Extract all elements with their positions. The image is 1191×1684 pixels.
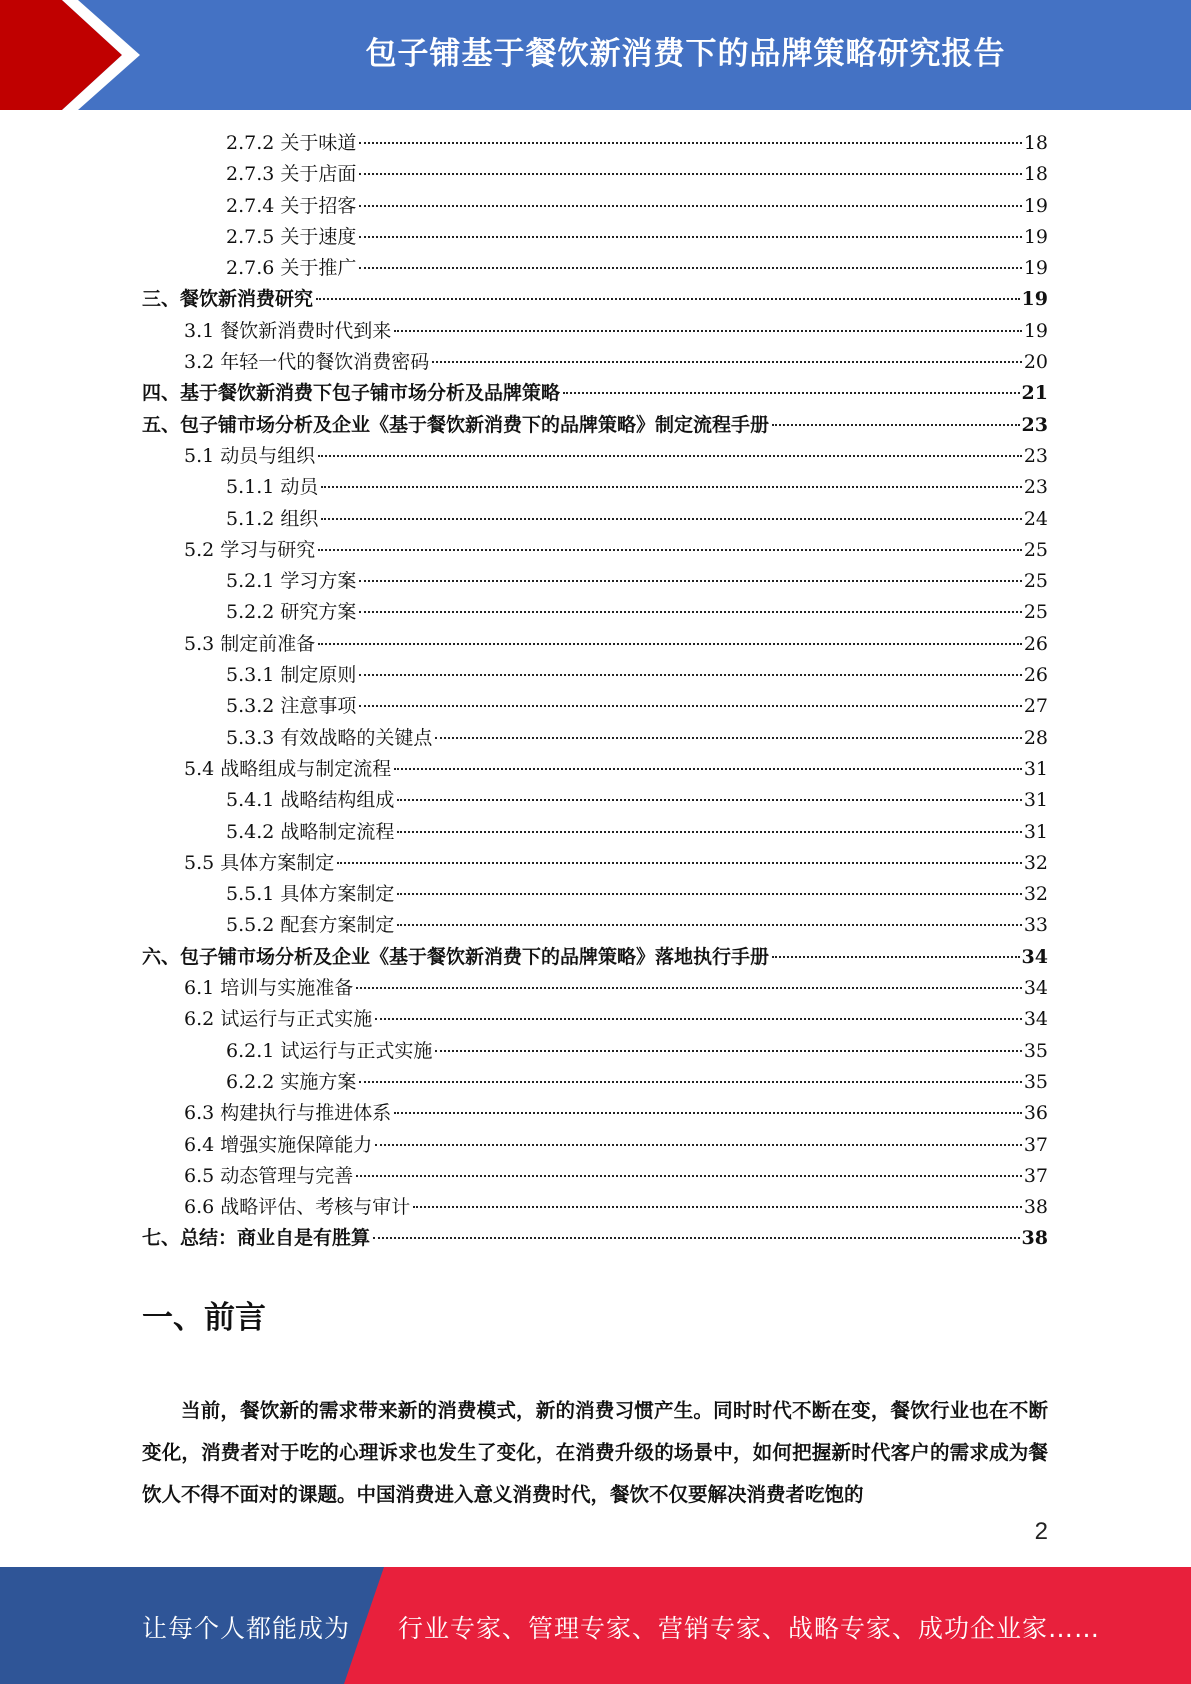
toc-entry-label: 3.1 餐饮新消费时代到来 [184,319,392,342]
toc-entry-page: 20 [1023,351,1048,374]
toc-entry-page: 23 [1021,413,1048,436]
toc-entry[interactable] [142,723,1048,754]
toc-entry-page: 18 [1023,132,1048,154]
toc-entry-label: 2.7.3 关于店面 [226,163,357,186]
toc-dot-leader [394,330,1022,332]
toc-dot-leader [359,142,1021,144]
toc-dot-leader [359,267,1021,269]
toc-entry-label: 三、餐饮新消费研究 [142,288,314,311]
toc-entry-label: 2.7.2 关于味道 [226,132,357,154]
toc-entry[interactable] [142,128,1048,159]
toc-entry-page: 19 [1023,225,1048,248]
toc-dot-leader [432,361,1022,363]
toc-dot-leader [375,1144,1022,1146]
toc-entry-label: 6.2.1 试运行与正式实施 [226,1039,433,1062]
toc-entry[interactable] [142,378,1048,409]
toc-entry-page: 19 [1021,288,1048,311]
toc-dot-leader [356,1175,1022,1177]
toc-dot-leader [318,549,1022,551]
toc-entry-label: 2.7.4 关于招客 [226,194,357,217]
toc-entry-page: 27 [1023,695,1048,718]
toc-entry-label: 6.2 试运行与正式实施 [184,1008,373,1031]
toc-dot-leader [772,956,1020,958]
toc-entry-label: 6.1 培训与实施准备 [184,977,354,1000]
toc-entry-label: 6.3 构建执行与推进体系 [184,1102,392,1125]
toc-entry-label: 5.4.2 战略制定流程 [226,820,395,843]
toc-entry-label: 5.5 具体方案制定 [184,851,335,874]
toc-entry[interactable] [142,441,1048,472]
toc-dot-leader [359,705,1021,707]
toc-entry[interactable] [142,1098,1048,1129]
toc-entry-label: 5.3.2 注意事项 [226,695,357,718]
toc-entry-label: 四、基于餐饮新消费下包子铺市场分析及品牌策略 [142,382,561,405]
toc-dot-leader [316,298,1020,300]
toc-entry-label: 五、包子铺市场分析及企业《基于餐饮新消费下的品牌策略》制定流程手册 [142,413,770,436]
toc-entry-page: 34 [1021,945,1048,968]
toc-entry-label: 5.4 战略组成与制定流程 [184,757,392,780]
toc-entry[interactable] [142,942,1048,973]
toc-entry-label: 5.1.2 组织 [226,507,319,530]
toc-entry[interactable] [142,253,1048,284]
header-arrow-decoration [0,0,170,110]
toc-entry-page: 33 [1023,914,1048,937]
toc-dot-leader [394,1112,1022,1114]
toc-entry-label: 2.7.5 关于速度 [226,225,357,248]
table-of-contents [142,128,1048,1255]
toc-entry[interactable] [142,535,1048,566]
toc-entry-label: 6.5 动态管理与完善 [184,1164,354,1187]
toc-entry[interactable] [142,284,1048,315]
toc-entry-label: 6.6 战略评估、考核与审计 [184,1196,411,1219]
page-footer [0,1567,1191,1684]
toc-entry[interactable] [142,660,1048,691]
toc-entry-page: 38 [1021,1227,1048,1250]
intro-paragraph: 当前，餐饮新的需求带来新的消费模式，新的消费习惯产生。同时时代不断在变，餐饮行业也在不断变化，消费者对于吃的心理诉求也发生了变化，在消费升级的场景中，如何把握新时代客户的需求成为餐饮人不得不面对的课题。中国消费进入意义消费时代，餐饮不仅要解决消费者吃饱的 [142,1399,1048,1506]
toc-entry-label: 5.1.1 动员 [226,476,319,499]
toc-entry-label: 2.7.6 关于推广 [226,257,357,280]
toc-entry[interactable] [142,1130,1048,1161]
toc-entry-page: 38 [1023,1196,1048,1219]
toc-entry-label: 六、包子铺市场分析及企业《基于餐饮新消费下的品牌策略》落地执行手册 [142,945,770,968]
toc-dot-leader [337,862,1022,864]
section-heading: 一、前言 [142,1300,266,1336]
toc-entry-label: 5.2.1 学习方案 [226,570,357,593]
page-number: 2 [1034,1518,1048,1545]
toc-dot-leader [772,424,1020,426]
toc-entry[interactable] [142,1223,1048,1254]
toc-entry-page: 25 [1023,601,1048,624]
toc-entry-page: 32 [1023,851,1048,874]
toc-entry-page: 18 [1023,163,1048,186]
toc-entry-label: 3.2 年轻一代的餐饮消费密码 [184,351,430,374]
toc-entry[interactable] [142,1036,1048,1067]
toc-entry[interactable] [142,973,1048,1004]
toc-entry[interactable] [142,566,1048,597]
toc-dot-leader [373,1237,1020,1239]
toc-dot-leader [435,737,1021,739]
toc-entry-label: 5.2 学习与研究 [184,538,316,561]
toc-entry[interactable] [142,848,1048,879]
toc-entry-label: 6.2.2 实施方案 [226,1070,357,1093]
toc-dot-leader [397,799,1021,801]
toc-entry-page: 37 [1023,1133,1048,1156]
toc-dot-leader [359,611,1021,613]
toc-entry[interactable] [142,159,1048,190]
toc-entry-page: 25 [1023,570,1048,593]
toc-dot-leader [321,518,1021,520]
toc-dot-leader [321,486,1021,488]
toc-entry-page: 31 [1023,820,1048,843]
toc-dot-leader [394,768,1022,770]
toc-entry-page: 37 [1023,1164,1048,1187]
toc-dot-leader [397,831,1021,833]
toc-entry-label: 5.1 动员与组织 [184,444,316,467]
toc-entry[interactable] [142,1067,1048,1098]
toc-dot-leader [359,236,1021,238]
toc-dot-leader [397,893,1021,895]
toc-entry-page: 36 [1023,1102,1048,1125]
toc-entry[interactable] [142,316,1048,347]
toc-entry-label: 5.3.3 有效战略的关键点 [226,726,433,749]
toc-entry-page: 24 [1023,507,1048,530]
toc-entry-page: 35 [1023,1070,1048,1093]
toc-entry[interactable] [142,691,1048,722]
toc-dot-leader [318,455,1022,457]
toc-dot-leader [318,643,1022,645]
toc-entry[interactable] [142,191,1048,222]
toc-entry-page: 32 [1023,883,1048,906]
toc-dot-leader [413,1206,1022,1208]
footer-slogan-left: 让每个人都能成为 [142,1614,351,1643]
toc-entry[interactable] [142,1192,1048,1223]
toc-dot-leader [397,924,1021,926]
page-header [0,0,1191,110]
toc-entry-page: 28 [1023,726,1048,749]
toc-entry-page: 23 [1023,444,1048,467]
toc-entry-page: 35 [1023,1039,1048,1062]
toc-entry[interactable] [142,597,1048,628]
toc-entry[interactable] [142,347,1048,378]
toc-dot-leader [359,580,1021,582]
toc-entry-page: 31 [1023,789,1048,812]
toc-entry-page: 25 [1023,538,1048,561]
toc-dot-leader [375,1018,1022,1020]
toc-dot-leader [435,1050,1021,1052]
toc-entry-label: 5.5.1 具体方案制定 [226,883,395,906]
toc-entry-label: 5.3 制定前准备 [184,632,316,655]
toc-dot-leader [359,205,1021,207]
toc-entry[interactable] [142,785,1048,816]
toc-entry[interactable] [142,410,1048,441]
toc-entry-page: 21 [1021,382,1048,405]
toc-entry[interactable] [142,1004,1048,1035]
toc-entry-label: 5.5.2 配套方案制定 [226,914,395,937]
toc-entry-page: 34 [1023,977,1048,1000]
toc-entry[interactable] [142,817,1048,848]
toc-entry-page: 26 [1023,664,1048,687]
toc-entry[interactable] [142,222,1048,253]
toc-dot-leader [359,1081,1021,1083]
toc-entry-page: 19 [1023,257,1048,280]
toc-entry-page: 34 [1023,1008,1048,1031]
toc-entry[interactable] [142,879,1048,910]
toc-entry-page: 19 [1023,194,1048,217]
toc-entry-label: 5.3.1 制定原则 [226,664,357,687]
toc-entry-page: 23 [1023,476,1048,499]
toc-entry[interactable] [142,472,1048,503]
toc-entry-label: 5.2.2 研究方案 [226,601,357,624]
toc-entry[interactable] [142,504,1048,535]
toc-entry[interactable] [142,1161,1048,1192]
toc-entry-label: 6.4 增强实施保障能力 [184,1133,373,1156]
toc-entry-page: 19 [1023,319,1048,342]
toc-entry[interactable] [142,910,1048,941]
toc-dot-leader [359,674,1021,676]
toc-dot-leader [563,392,1020,394]
toc-dot-leader [356,987,1022,989]
footer-slogan-right: 行业专家、管理专家、营销专家、战略专家、成功企业家…… [398,1614,1101,1643]
toc-entry-label: 七、总结：商业自是有胜算 [142,1227,371,1250]
toc-entry[interactable] [142,629,1048,660]
toc-dot-leader [359,173,1021,175]
toc-entry-page: 31 [1023,757,1048,780]
toc-entry-label: 5.4.1 战略结构组成 [226,789,395,812]
toc-entry[interactable] [142,754,1048,785]
report-title: 包子铺基于餐饮新消费下的品牌策略研究报告 [365,36,1006,72]
toc-entry-page: 26 [1023,632,1048,655]
